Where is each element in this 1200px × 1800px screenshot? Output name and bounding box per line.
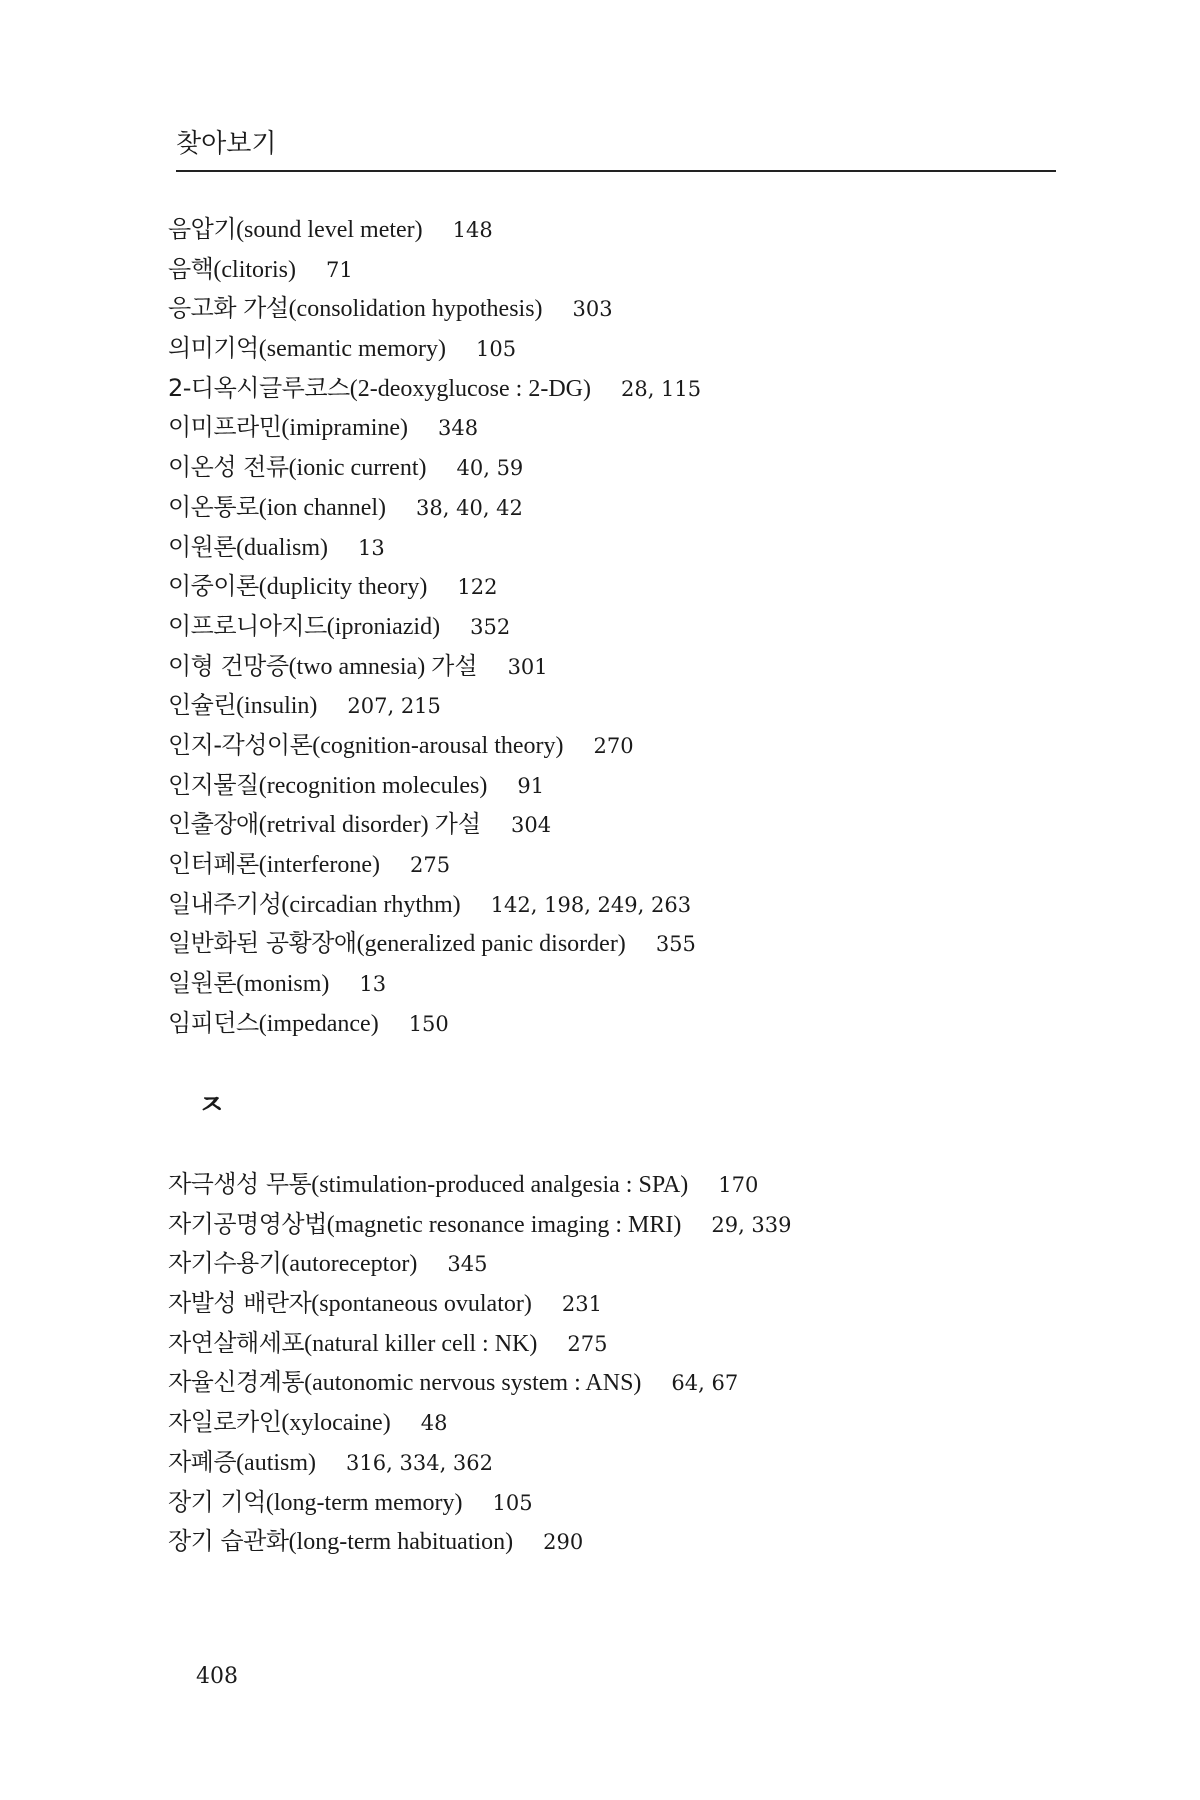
index-page-refs: 352 [470, 614, 511, 639]
index-entry [168, 1165, 792, 1205]
index-term-english: (iproniazid) [326, 613, 441, 640]
index-page-refs: 303 [572, 297, 613, 322]
index-entry [168, 686, 701, 726]
index-section-b [168, 1165, 792, 1562]
index-term-english: (stimulation-produced analgesia : SPA) [311, 1172, 689, 1198]
index-term-english: (dualism) [236, 534, 329, 561]
index-term-korean: 이온통로 [168, 492, 259, 521]
index-term-korean: 이프로니아지드 [168, 611, 327, 640]
index-term-english: (impedance) [258, 1010, 379, 1037]
index-term-korean: 인지-각성이론 [168, 730, 313, 759]
index-page-refs: 28, 115 [620, 376, 702, 401]
index-page-refs: 105 [476, 337, 517, 362]
index-term-english: (retrival disorder) 가설 [258, 812, 482, 839]
index-term-english: (autoreceptor) [281, 1251, 418, 1278]
index-entry [168, 250, 701, 290]
index-term-english: (natural killer cell : NK) [304, 1330, 538, 1357]
index-page-refs: 40, 59 [456, 456, 524, 481]
index-page-refs: 13 [358, 535, 385, 560]
index-term-english: (ionic current) [288, 455, 427, 482]
index-term-korean: 의미기억 [168, 334, 259, 363]
index-term-korean: 응고화 가설 [168, 294, 289, 323]
index-entry [168, 1363, 792, 1403]
index-page-refs: 348 [438, 416, 479, 441]
index-page-refs: 304 [511, 813, 552, 838]
index-term-korean: 인슐린 [168, 691, 237, 720]
index-term-english: (imipramine) [281, 415, 409, 442]
index-term-english: (xylocaine) [281, 1410, 391, 1437]
index-page-refs: 91 [517, 773, 545, 798]
index-page-refs: 142, 198, 249, 263 [490, 892, 692, 917]
index-term-korean: 인지물질 [168, 770, 259, 799]
index-entry [168, 885, 701, 925]
index-term-korean: 음압기 [168, 215, 237, 243]
index-entry [168, 408, 701, 448]
index-page-refs: 170 [718, 1173, 759, 1197]
index-term-english: (monism) [236, 971, 330, 998]
index-term-english: (semantic memory) [258, 336, 447, 363]
index-term-korean: 자기공명영상법 [168, 1209, 327, 1238]
index-entry [168, 1522, 792, 1562]
index-term-korean: 이중이론 [168, 572, 259, 601]
index-term-english: (2-deoxyglucose : 2-DG) [349, 375, 591, 402]
index-page-refs: 48 [420, 1411, 448, 1436]
index-term-korean: 자율신경계통 [168, 1368, 305, 1397]
index-entry [168, 210, 701, 250]
index-page-refs: 270 [593, 733, 634, 758]
index-page-refs: 231 [561, 1292, 602, 1317]
index-term-english: (autism) [236, 1449, 317, 1476]
index-term-english: (recognition molecules) [258, 772, 488, 799]
index-term-korean: 이형 건망증 [168, 651, 289, 680]
index-term-english: (ion channel) [258, 494, 387, 521]
index-entry [168, 488, 701, 528]
index-term-korean: 자발성 배란자 [168, 1289, 312, 1318]
index-entry [168, 1284, 792, 1324]
index-entry [168, 607, 701, 647]
index-term-korean: 임피던스 [168, 1008, 259, 1037]
page-header [176, 126, 1056, 172]
index-entry [168, 528, 701, 568]
index-term-english: (autonomic nervous system : ANS) [304, 1370, 642, 1397]
index-entry [168, 805, 701, 845]
index-page-refs: 275 [567, 1331, 608, 1356]
index-term-korean: 일내주기성 [168, 889, 282, 918]
index-term-korean: 장기 습관화 [168, 1527, 289, 1556]
index-entry [168, 289, 701, 329]
index-term-korean: 음핵 [168, 254, 214, 283]
index-section-a [168, 210, 701, 1043]
index-term-korean: 인출장애 [168, 810, 259, 839]
index-term-korean: 자연살해세포 [168, 1328, 305, 1357]
index-page-refs: 345 [447, 1252, 488, 1277]
index-entry [168, 1403, 792, 1443]
index-term-korean: 이원론 [168, 532, 237, 561]
index-term-english: (two amnesia) 가설 [288, 653, 478, 680]
index-entry [168, 1443, 792, 1483]
letter-divider: ㅈ [198, 1088, 226, 1121]
index-entry [168, 329, 701, 369]
index-term-english: (long-term memory) [265, 1489, 463, 1516]
index-term-korean: 자극생성 무통 [168, 1170, 312, 1198]
index-page-refs: 64, 67 [671, 1371, 739, 1396]
index-entry [168, 766, 701, 806]
index-page-refs: 301 [507, 654, 548, 679]
index-page-refs: 275 [410, 853, 451, 877]
index-term-english: (generalized panic disorder) [356, 931, 626, 958]
index-term-korean: 장기 기억 [168, 1487, 266, 1516]
index-page-refs: 122 [457, 575, 498, 600]
index-term-english: (clitoris) [213, 256, 297, 283]
index-entry [168, 647, 701, 687]
index-entry [168, 369, 701, 409]
index-term-korean: 자일로카인 [168, 1408, 282, 1437]
index-term-english: (consolidation hypothesis) [288, 296, 543, 323]
index-term-english: (cognition-arousal theory) [312, 732, 564, 759]
index-term-english: (insulin) [236, 693, 318, 720]
index-term-english: (interferone) [258, 852, 381, 878]
index-entry [168, 964, 701, 1004]
index-entry [168, 1205, 792, 1245]
index-page-refs: 207, 215 [347, 694, 441, 719]
index-term-korean: 이미프라민 [168, 413, 282, 442]
index-term-korean: 자폐증 [168, 1447, 237, 1476]
page-number: 408 [196, 1664, 238, 1689]
index-entry [168, 726, 701, 766]
index-term-korean: 인터페론 [168, 850, 259, 878]
index-entry [168, 448, 701, 488]
running-head: 찾아보기 [176, 129, 277, 159]
index-term-english: (long-term habituation) [288, 1529, 514, 1556]
index-entry [168, 924, 701, 964]
index-page-refs: 290 [543, 1530, 584, 1555]
index-page-refs: 38, 40, 42 [416, 495, 523, 520]
index-page-refs: 105 [492, 1490, 533, 1515]
index-entry [168, 1244, 792, 1284]
index-term-korean: 2-디옥시글루코스 [168, 373, 350, 402]
index-page-refs: 316, 334, 362 [346, 1450, 493, 1475]
index-page-refs: 355 [655, 932, 696, 957]
index-term-english: (magnetic resonance imaging : MRI) [326, 1211, 682, 1238]
index-page-refs: 148 [452, 218, 493, 242]
header-rule [176, 170, 1056, 172]
index-entry [168, 1324, 792, 1364]
index-term-english: (duplicity theory) [258, 574, 428, 601]
index-page-refs: 71 [326, 257, 353, 282]
index-term-english: (sound level meter) [236, 217, 423, 243]
index-page-refs: 29, 339 [711, 1212, 792, 1237]
index-entry [168, 845, 701, 885]
index-entry [168, 1483, 792, 1523]
index-entry [168, 567, 701, 607]
index-entry [168, 1004, 701, 1044]
index-term-korean: 자기수용기 [168, 1249, 282, 1278]
index-page-refs: 150 [408, 1011, 449, 1036]
index-term-korean: 일원론 [168, 969, 237, 998]
index-page-refs: 13 [359, 972, 387, 997]
index-term-english: (spontaneous ovulator) [311, 1291, 532, 1318]
index-term-korean: 일반화된 공황장애 [168, 929, 357, 958]
index-term-korean: 이온성 전류 [168, 453, 289, 482]
index-term-english: (circadian rhythm) [281, 891, 461, 918]
